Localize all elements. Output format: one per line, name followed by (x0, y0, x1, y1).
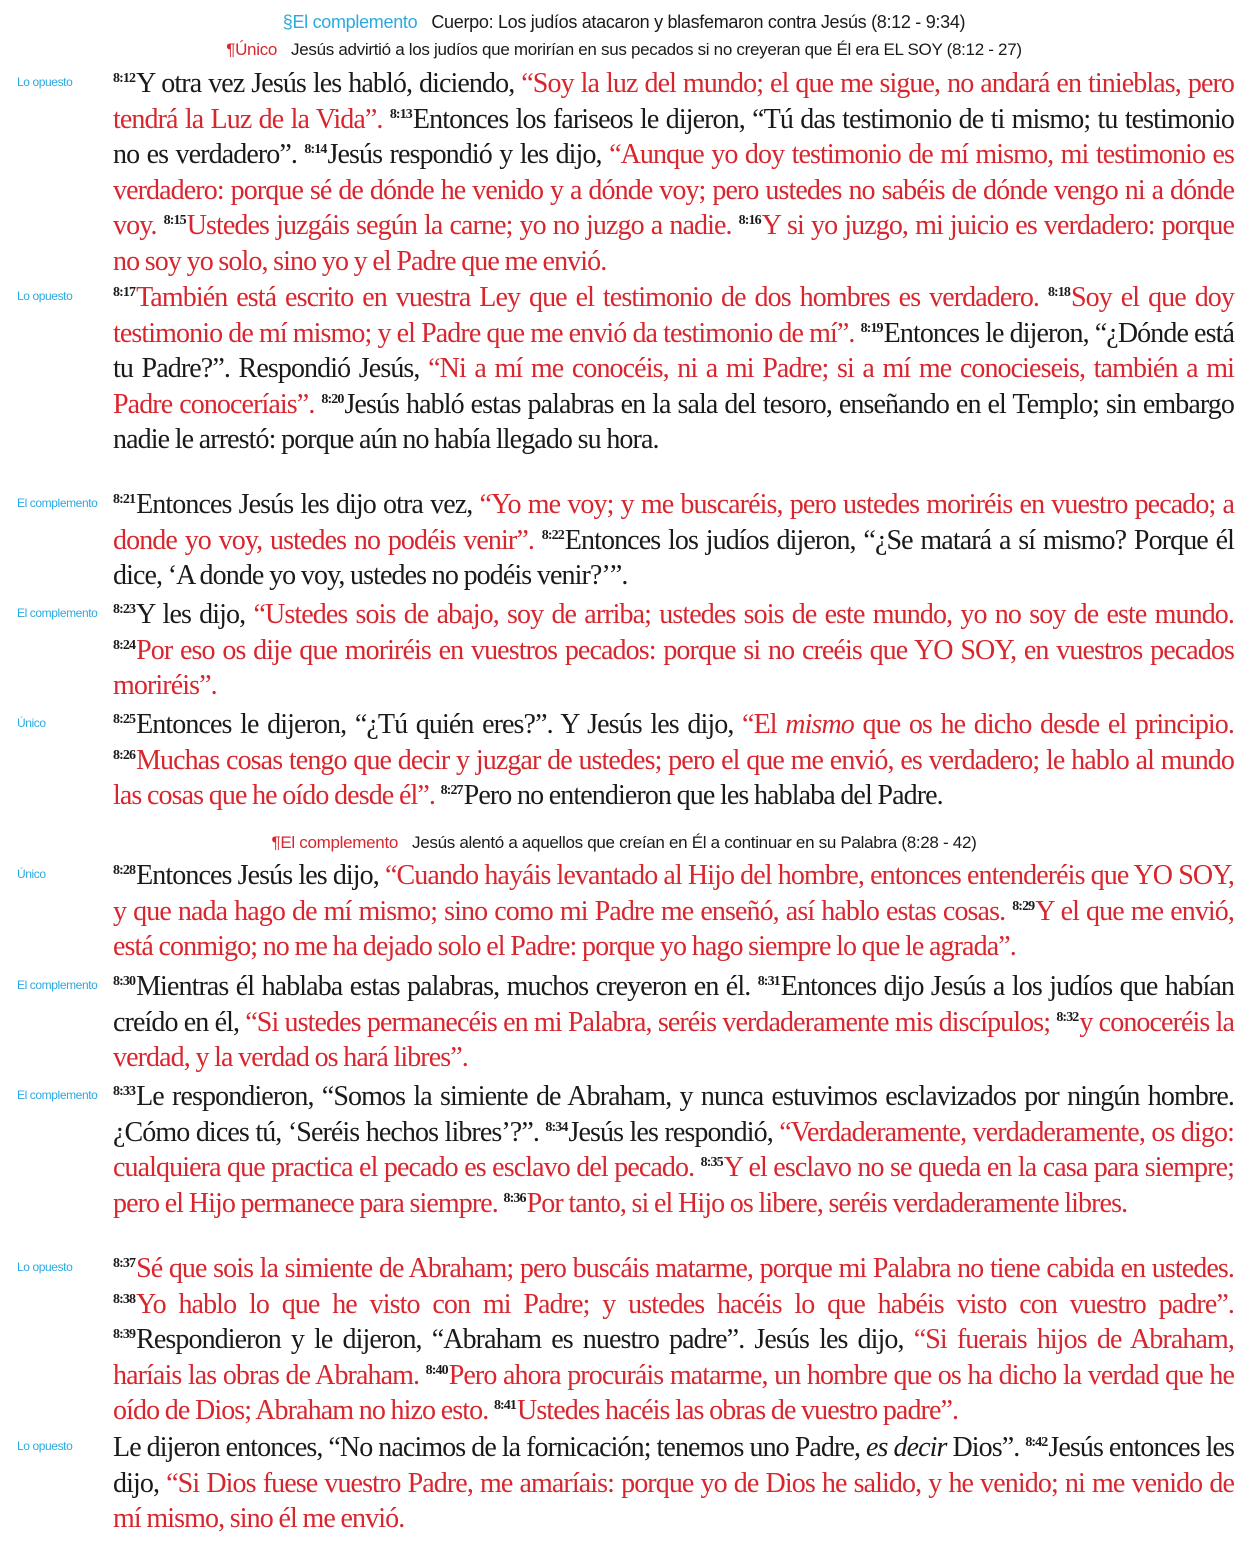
verse-number: 8:42 (1025, 1435, 1048, 1450)
words-of-jesus: Sé que sois la simiente de Abraham; pero buscáis matarme, porque mi Palabra no tiene cabida en ustedes. (136, 1253, 1234, 1284)
narrative-text: Le respondieron, “Somos la simiente de Abraham, y nunca estuvimos esclavizados por ningún hombre. ¿Cómo dices tú, ‘Seréis hechos libres’?”. (113, 1081, 1234, 1148)
words-of-jesus: Yo hablo lo que he visto con mi Padre; y ustedes hacéis lo que habéis visto con vuestro padre”. (136, 1288, 1234, 1320)
verse-paragraph (113, 487, 1234, 594)
side-label: Lo opuesto (17, 75, 73, 89)
section-header-label: §El complemento (282, 12, 418, 32)
narrative-text: Le dijeron entonces, “No nacimos de la fornicación; tenemos uno Padre, (113, 1432, 867, 1463)
unit-header-1-desc: Jesús advirtió a los judíos que morirían en sus pecados si no creyeran que Él era EL SOY (8:12 - 27) (291, 40, 1022, 59)
verse-number: 8:36 (503, 1190, 526, 1206)
verse-paragraph (113, 707, 1234, 814)
verse-number: 8:35 (700, 1155, 723, 1170)
words-of-jesus: “Yo me voy; y me buscaréis, pero ustedes moriréis en vuestro pecado; a donde yo voy, ustedes no podéis venir”. (113, 489, 1235, 556)
section-header-desc: Cuerpo: Los judíos atacaron y blasfemaron contra Jesús (8:12 - 9:34) (431, 12, 966, 32)
unit-header-2 (0, 833, 1248, 853)
verse-number: 8:32 (1056, 1009, 1079, 1025)
verse-paragraph (113, 66, 1234, 279)
verse-number: 8:30 (113, 974, 136, 989)
words-of-jesus: Y el esclavo no se queda en la casa para siempre; pero el Hijo permanece para siempre. (113, 1152, 1234, 1219)
words-of-jesus: “Ni a mí me conocéis, ni a mi Padre; si a mí me conocieseis, también a mi Padre conoceríais”. (113, 353, 1234, 420)
words-of-jesus: “Soy la luz del mundo; el que me sigue, no andará en tinieblas, pero tendrá la Luz de la Vida”. (113, 68, 1234, 135)
narrative-text: Y otra vez Jesús les habló, diciendo, (136, 68, 522, 99)
verse-number: 8:12 (113, 71, 136, 86)
section-header (0, 12, 1248, 33)
verse-number: 8:14 (304, 142, 327, 157)
verse-number: 8:27 (440, 783, 463, 798)
side-label: El complemento (17, 978, 98, 992)
words-of-jesus: “Ustedes sois de abajo, soy de arriba; ustedes sois de este mundo, yo no soy de este mundo. (253, 599, 1235, 630)
verse-number: 8:31 (757, 974, 780, 989)
verse-number: 8:21 (113, 492, 136, 507)
verse-number: 8:23 (113, 602, 136, 617)
verse-number: 8:20 (321, 391, 344, 407)
verse-number: 8:18 (1047, 285, 1070, 300)
verse-number: 8:33 (113, 1084, 136, 1099)
verse-number: 8:40 (425, 1362, 448, 1378)
words-of-jesus: Por tanto, si el Hijo os libere, seréis verdaderamente libres. (526, 1187, 1128, 1219)
verse-number: 8:41 (493, 1398, 516, 1413)
words-of-jesus: “Si ustedes permanecéis en mi Palabra, seréis verdaderamente mis discípulos; (245, 1006, 1057, 1038)
verse-number: 8:16 (738, 213, 761, 228)
words-of-jesus: “Aunque yo doy testimonio de mí mismo, mi testimonio es verdadero: porque sé de dónde he venido y a dónde voy; pero ustedes no sabéis de dónde vengo ni a dónde voy. (113, 139, 1234, 241)
narrative-text: Jesús respondió y les dijo, (327, 139, 610, 170)
side-label: El complemento (17, 1088, 98, 1102)
verse-number: 8:22 (541, 527, 564, 543)
side-label: Lo opuesto (17, 289, 73, 303)
words-of-jesus: “Si fuerais hijos de Abraham, haríais las obras de Abraham. (113, 1324, 1234, 1391)
narrative-text: Entonces le dijeron, “¿Tú quién eres?”. Y Jesús les dijo, (136, 709, 743, 740)
narrative-text: Jesús habló estas palabras en la sala del tesoro, enseñando en el Templo; sin embargo nadie le arrestó: porque aún no había llegado su hora. (113, 388, 1234, 455)
verse-paragraph (113, 280, 1234, 458)
words-of-jesus-italic: mismo (785, 709, 854, 740)
narrative-text: Respondieron y le dijeron, “Abraham es nuestro padre”. Jesús les dijo, (136, 1324, 914, 1355)
narrative-text: Entonces Jesús les dijo, (136, 860, 385, 891)
verse-number: 8:24 (113, 637, 136, 653)
words-of-jesus: Ustedes hacéis las obras de vuestro padre”. (517, 1395, 959, 1426)
words-of-jesus: y conoceréis la verdad, y la verdad os hará libres”. (113, 1006, 1234, 1073)
words-of-jesus: que os he dicho desde el principio. (853, 709, 1234, 740)
narrative-text: Pero no entendieron que les hablaba del Padre. (463, 780, 943, 811)
narrative-text: Entonces Jesús les dijo otra vez, (136, 489, 480, 520)
words-of-jesus: Pero ahora procuráis matarme, un hombre que os ha dicho la verdad que he oído de Dios; Abraham no hizo esto. (113, 1359, 1235, 1426)
verse-number: 8:19 (860, 320, 883, 336)
verse-number: 8:25 (113, 712, 136, 727)
narrative-text: Dios”. (946, 1432, 1026, 1463)
narrative-text: Entonces los fariseos le dijeron, “Tú das testimonio de ti mismo; tu testimonio no es verdadero”. (113, 103, 1235, 170)
narrative-text: Entonces dijo Jesús a los judíos que habían creído en él, (113, 971, 1234, 1038)
verse-paragraph (113, 1251, 1234, 1429)
words-of-jesus: Ustedes juzgáis según la carne; yo no juzgo a nadie. (186, 210, 739, 241)
verse-paragraph (113, 858, 1234, 965)
words-of-jesus: Y el que me envió, está conmigo; no me ha dejado solo el Padre: porque yo hago siempre lo que le agrada”. (113, 895, 1235, 962)
narrative-text: Entonces los judíos dijeron, “¿Se matará a sí mismo? Porque él dice, ‘A donde yo voy, ustedes no podéis venir?’”. (113, 524, 1234, 591)
verse-number: 8:13 (389, 106, 412, 122)
narrative-text: Entonces le dijeron, “¿Dónde está tu Padre?”. Respondió Jesús, (113, 317, 1234, 384)
words-of-jesus: “Si Dios fuese vuestro Padre, me amaríais: porque yo de Dios he salido, y he venido; ni me venido de mí mismo, sino él me envió. (113, 1467, 1234, 1534)
words-of-jesus: “El (742, 709, 786, 740)
verse-number: 8:15 (163, 213, 186, 228)
verse-number: 8:34 (545, 1119, 568, 1135)
narrative-text: Jesús les respondió, (568, 1116, 780, 1148)
words-of-jesus: “Verdaderamente, verdaderamente, os digo: cualquiera que practica el pecado es esclavo del pecado. (113, 1116, 1234, 1183)
narrative-text: Jesús entonces les dijo, (113, 1432, 1235, 1499)
narrative-text-italic: es decir (866, 1432, 947, 1463)
side-label: Lo opuesto (17, 1439, 73, 1453)
words-of-jesus: Y si yo juzgo, mi juicio es verdadero: porque no soy yo solo, sino yo y el Padre que me envió. (113, 210, 1234, 277)
verse-paragraph (113, 1430, 1234, 1537)
verse-paragraph (113, 1079, 1234, 1221)
words-of-jesus: Soy el que doy testimonio de mí mismo; y el Padre que me envió da testimonio de mí”. (113, 282, 1234, 349)
narrative-text: Mientras él hablaba estas palabras, muchos creyeron en él. (136, 971, 758, 1002)
words-of-jesus: “Cuando hayáis levantado al Hijo del hombre, entonces entenderéis que YO SOY, y que nada hago de mí mismo; sino como mi Padre me enseñó, así hablo estas cosas. (113, 860, 1234, 927)
side-label: El complemento (17, 496, 98, 510)
unit-header-1-label: ¶Único (226, 40, 278, 59)
unit-header-2-desc: Jesús alentó a aquellos que creían en Él a continuar en su Palabra (8:28 - 42) (412, 833, 977, 852)
verse-paragraph (113, 597, 1234, 704)
verse-number: 8:37 (113, 1256, 136, 1271)
unit-header-2-label: ¶El complemento (271, 833, 399, 852)
verse-number: 8:38 (113, 1291, 136, 1307)
words-of-jesus: Muchas cosas tengo que decir y juzgar de ustedes; pero el que me envió, es verdadero; le hablo al mundo las cosas que he oído desde él”. (113, 744, 1234, 811)
side-label: Único (17, 867, 46, 881)
verse-number: 8:26 (113, 747, 136, 763)
side-label: Único (17, 716, 46, 730)
unit-header-1 (0, 40, 1248, 60)
verse-paragraph (113, 969, 1234, 1076)
side-label: Lo opuesto (17, 1260, 73, 1274)
verse-number: 8:17 (113, 285, 136, 300)
narrative-text: Y les dijo, (136, 599, 254, 630)
verse-number: 8:29 (1012, 898, 1035, 914)
side-label: El complemento (17, 606, 98, 620)
verse-number: 8:28 (113, 863, 136, 878)
words-of-jesus: También está escrito en vuestra Ley que el testimonio de dos hombres es verdadero. (136, 282, 1048, 313)
verse-number: 8:39 (113, 1327, 136, 1342)
words-of-jesus: Por eso os dije que moriréis en vuestros pecados: porque si no creéis que YO SOY, en vuestros pecados moriréis”. (113, 634, 1234, 701)
